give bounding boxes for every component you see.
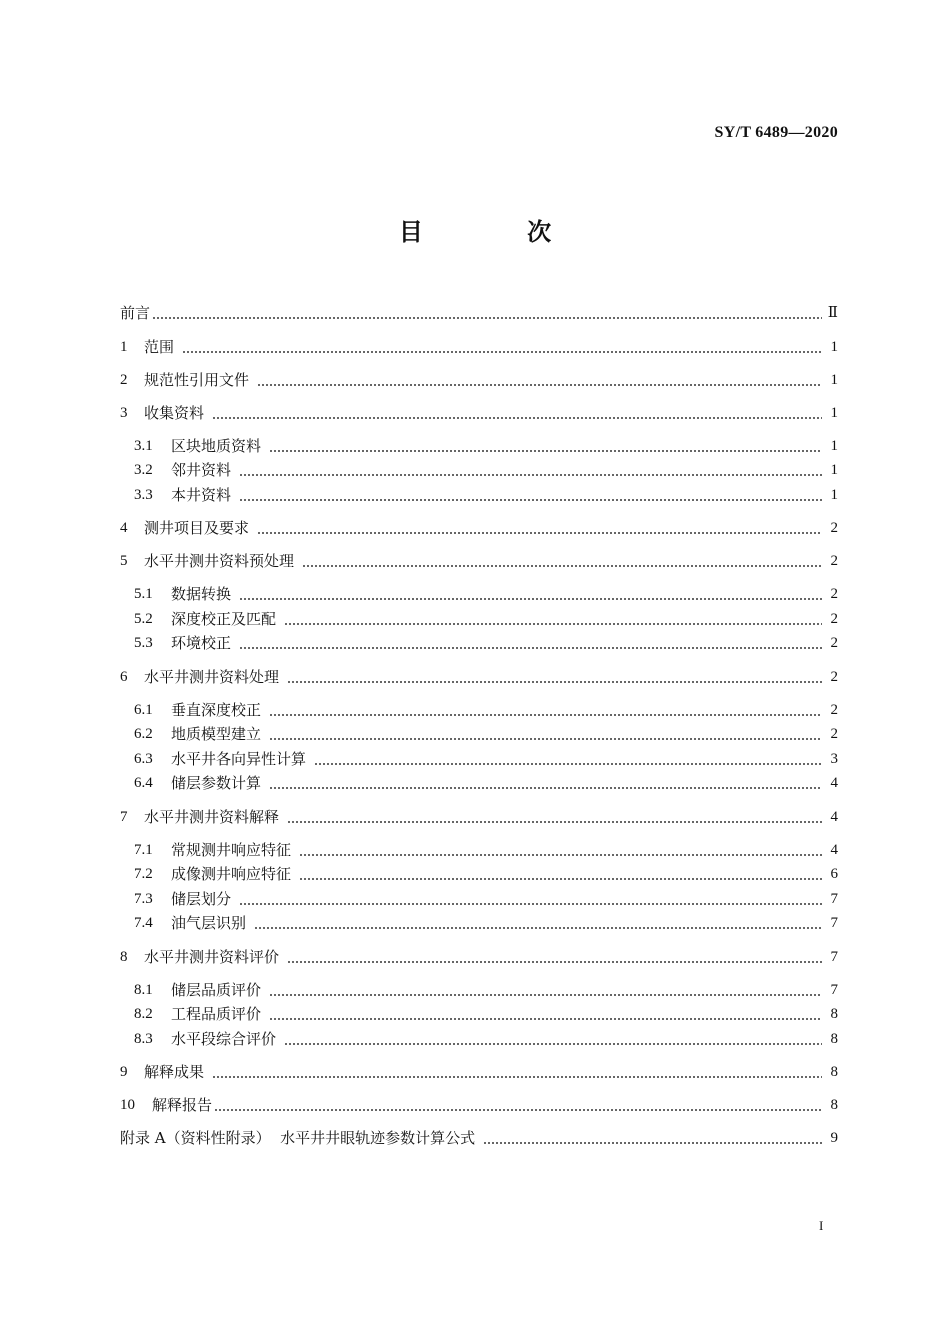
- toc-label: 附录 A（资料性附录） 水平井井眼轨迹参数计算公式: [120, 1129, 476, 1147]
- toc-page: 8: [830, 1097, 838, 1113]
- toc-label: 区块地质资料: [171, 437, 262, 455]
- toc-page: Ⅱ: [827, 305, 838, 321]
- toc-page: 6: [830, 866, 838, 882]
- toc-page: 9: [830, 1130, 838, 1146]
- toc-page: 4: [830, 842, 838, 858]
- toc-label: 环境校正: [171, 634, 232, 652]
- toc-number: 7.1: [134, 842, 153, 858]
- toc-entry-6[interactable]: [120, 667, 838, 687]
- toc-label: 储层参数计算: [171, 774, 262, 792]
- toc-entry-7[interactable]: [120, 807, 838, 827]
- toc-label: 储层品质评价: [171, 981, 262, 999]
- dot-leader: [302, 565, 822, 567]
- toc-entry-7-2[interactable]: [134, 864, 838, 884]
- toc-page: 3: [830, 751, 838, 767]
- toc-number: 8: [120, 949, 128, 965]
- toc-page: 1: [830, 487, 838, 503]
- toc-entry-foreword[interactable]: [120, 303, 838, 323]
- toc-number: 7: [120, 809, 128, 825]
- toc-entry-10[interactable]: [120, 1095, 838, 1115]
- toc-page: 7: [830, 891, 838, 907]
- dot-leader: [254, 927, 822, 929]
- toc-label: 解释报告: [152, 1096, 213, 1114]
- toc-page: 2: [830, 726, 838, 742]
- toc-page: 4: [830, 809, 838, 825]
- toc-number: 7.4: [134, 915, 153, 931]
- toc-page: 1: [830, 405, 838, 421]
- dot-leader: [269, 1018, 822, 1020]
- toc-entry-7-3[interactable]: [134, 889, 838, 909]
- toc-entry-6-3[interactable]: [134, 749, 838, 769]
- dot-leader: [182, 351, 822, 353]
- dot-leader: [212, 1076, 822, 1078]
- dot-leader: [269, 994, 822, 996]
- page-number: I: [819, 1218, 824, 1233]
- dot-leader: [152, 317, 822, 319]
- toc-page: 8: [830, 1031, 838, 1047]
- toc-number: 6.1: [134, 702, 153, 718]
- toc-entry-5-3[interactable]: [134, 633, 838, 653]
- dot-leader: [257, 384, 822, 386]
- toc-page: 4: [830, 775, 838, 791]
- standard-code: SY/T 6489—2020: [714, 124, 838, 141]
- toc-page: 2: [830, 553, 838, 569]
- toc-label: 地质模型建立: [171, 725, 262, 743]
- toc-number: 9: [120, 1064, 128, 1080]
- toc-entry-7-4[interactable]: [134, 913, 838, 933]
- toc-page: 1: [830, 339, 838, 355]
- dot-leader: [314, 763, 822, 765]
- toc-number: 8.3: [134, 1031, 153, 1047]
- dot-leader: [287, 681, 822, 683]
- toc-entry-6-2[interactable]: [134, 724, 838, 744]
- toc-number: 7.2: [134, 866, 153, 882]
- toc-number: 6.2: [134, 726, 153, 742]
- toc-entry-6-1[interactable]: [134, 700, 838, 720]
- dot-leader: [257, 532, 822, 534]
- dot-leader: [239, 647, 822, 649]
- toc-entry-9[interactable]: [120, 1062, 838, 1082]
- dot-leader: [287, 821, 822, 823]
- dot-leader: [483, 1142, 822, 1144]
- toc-label: 深度校正及匹配: [171, 610, 277, 628]
- dot-leader: [269, 787, 822, 789]
- toc-label: 油气层识别: [171, 914, 247, 932]
- toc-label: 成像测井响应特征: [171, 865, 292, 883]
- toc-entry-8-1[interactable]: [134, 980, 838, 1000]
- dot-leader: [269, 450, 822, 452]
- toc-label: 前言: [120, 304, 151, 322]
- toc-page: 7: [830, 949, 838, 965]
- toc-page: 2: [830, 635, 838, 651]
- toc-entry-appendix-a[interactable]: [120, 1128, 838, 1148]
- toc-label: 规范性引用文件: [144, 371, 250, 389]
- toc-number: 4: [120, 520, 128, 536]
- dot-leader: [284, 623, 822, 625]
- toc-number: 8.1: [134, 982, 153, 998]
- toc-label: 水平井测井资料评价: [144, 948, 280, 966]
- toc-entry-8-3[interactable]: [134, 1029, 838, 1049]
- toc-entry-4[interactable]: [120, 518, 838, 538]
- toc-number: 2: [120, 372, 128, 388]
- toc-number: 3.1: [134, 438, 153, 454]
- toc-label: 水平井测井资料解释: [144, 808, 280, 826]
- toc-page: 7: [830, 982, 838, 998]
- dot-leader: [299, 854, 822, 856]
- dot-leader: [212, 417, 822, 419]
- toc-number: 3.3: [134, 487, 153, 503]
- toc-page: 2: [830, 586, 838, 602]
- toc-page: 7: [830, 915, 838, 931]
- toc-label: 测井项目及要求: [144, 519, 250, 537]
- toc-entry-7-1[interactable]: [134, 840, 838, 860]
- dot-leader: [269, 738, 822, 740]
- toc-label: 水平井测井资料处理: [144, 668, 280, 686]
- toc-page: 2: [830, 520, 838, 536]
- toc-entry-5[interactable]: [120, 551, 838, 571]
- dot-leader: [299, 878, 822, 880]
- toc-entry-3-2[interactable]: [134, 460, 838, 480]
- toc-number: 1: [120, 339, 128, 355]
- toc-entry-6-4[interactable]: [134, 773, 838, 793]
- toc-label: 邻井资料: [171, 461, 232, 479]
- toc-page: 1: [830, 438, 838, 454]
- toc-number: 5.3: [134, 635, 153, 651]
- toc-label: 数据转换: [171, 585, 232, 603]
- toc-entry-1[interactable]: [120, 337, 838, 357]
- toc-label: 水平井各向异性计算: [171, 750, 307, 768]
- toc-label: 常规测井响应特征: [171, 841, 292, 859]
- toc-label: 解释成果: [144, 1063, 205, 1081]
- toc-page: 2: [830, 702, 838, 718]
- toc-label: 储层划分: [171, 890, 232, 908]
- dot-leader: [239, 499, 822, 501]
- toc-entry-3-1[interactable]: [134, 436, 838, 456]
- toc-entry-3-3[interactable]: [134, 485, 838, 505]
- toc-entry-3[interactable]: [120, 403, 838, 423]
- dot-leader: [284, 1043, 822, 1045]
- toc-number: 5.1: [134, 586, 153, 602]
- dot-leader: [214, 1109, 822, 1111]
- toc-label: 水平段综合评价: [171, 1030, 277, 1048]
- toc-page: 2: [830, 669, 838, 685]
- toc-page: 2: [830, 611, 838, 627]
- toc-number: 10: [120, 1097, 135, 1113]
- toc-number: 5.2: [134, 611, 153, 627]
- dot-leader: [269, 714, 822, 716]
- dot-leader: [239, 903, 822, 905]
- toc-number: 3: [120, 405, 128, 421]
- toc-label: 收集资料: [144, 404, 205, 422]
- toc-number: 3.2: [134, 462, 153, 478]
- dot-leader: [239, 598, 822, 600]
- toc-entry-8-2[interactable]: [134, 1004, 838, 1024]
- toc-number: 6.3: [134, 751, 153, 767]
- toc-page: 8: [830, 1064, 838, 1080]
- toc-label: 本井资料: [171, 486, 232, 504]
- toc-entry-8[interactable]: [120, 947, 838, 967]
- dot-leader: [239, 474, 822, 476]
- page-title: 目 次: [398, 218, 600, 246]
- toc-entry-5-2[interactable]: [134, 609, 838, 629]
- toc-number: 7.3: [134, 891, 153, 907]
- dot-leader: [287, 961, 822, 963]
- toc-page: 1: [830, 372, 838, 388]
- toc-number: 6: [120, 669, 128, 685]
- toc-entry-2[interactable]: [120, 370, 838, 390]
- toc-label: 水平井测井资料预处理: [144, 552, 295, 570]
- toc-label: 范围: [144, 338, 175, 356]
- toc-number: 8.2: [134, 1006, 153, 1022]
- toc-entry-5-1[interactable]: [134, 584, 838, 604]
- toc-number: 5: [120, 553, 128, 569]
- toc-label: 垂直深度校正: [171, 701, 262, 719]
- toc-label: 工程品质评价: [171, 1005, 262, 1023]
- toc-page: 8: [830, 1006, 838, 1022]
- toc-page: 1: [830, 462, 838, 478]
- toc-number: 6.4: [134, 775, 153, 791]
